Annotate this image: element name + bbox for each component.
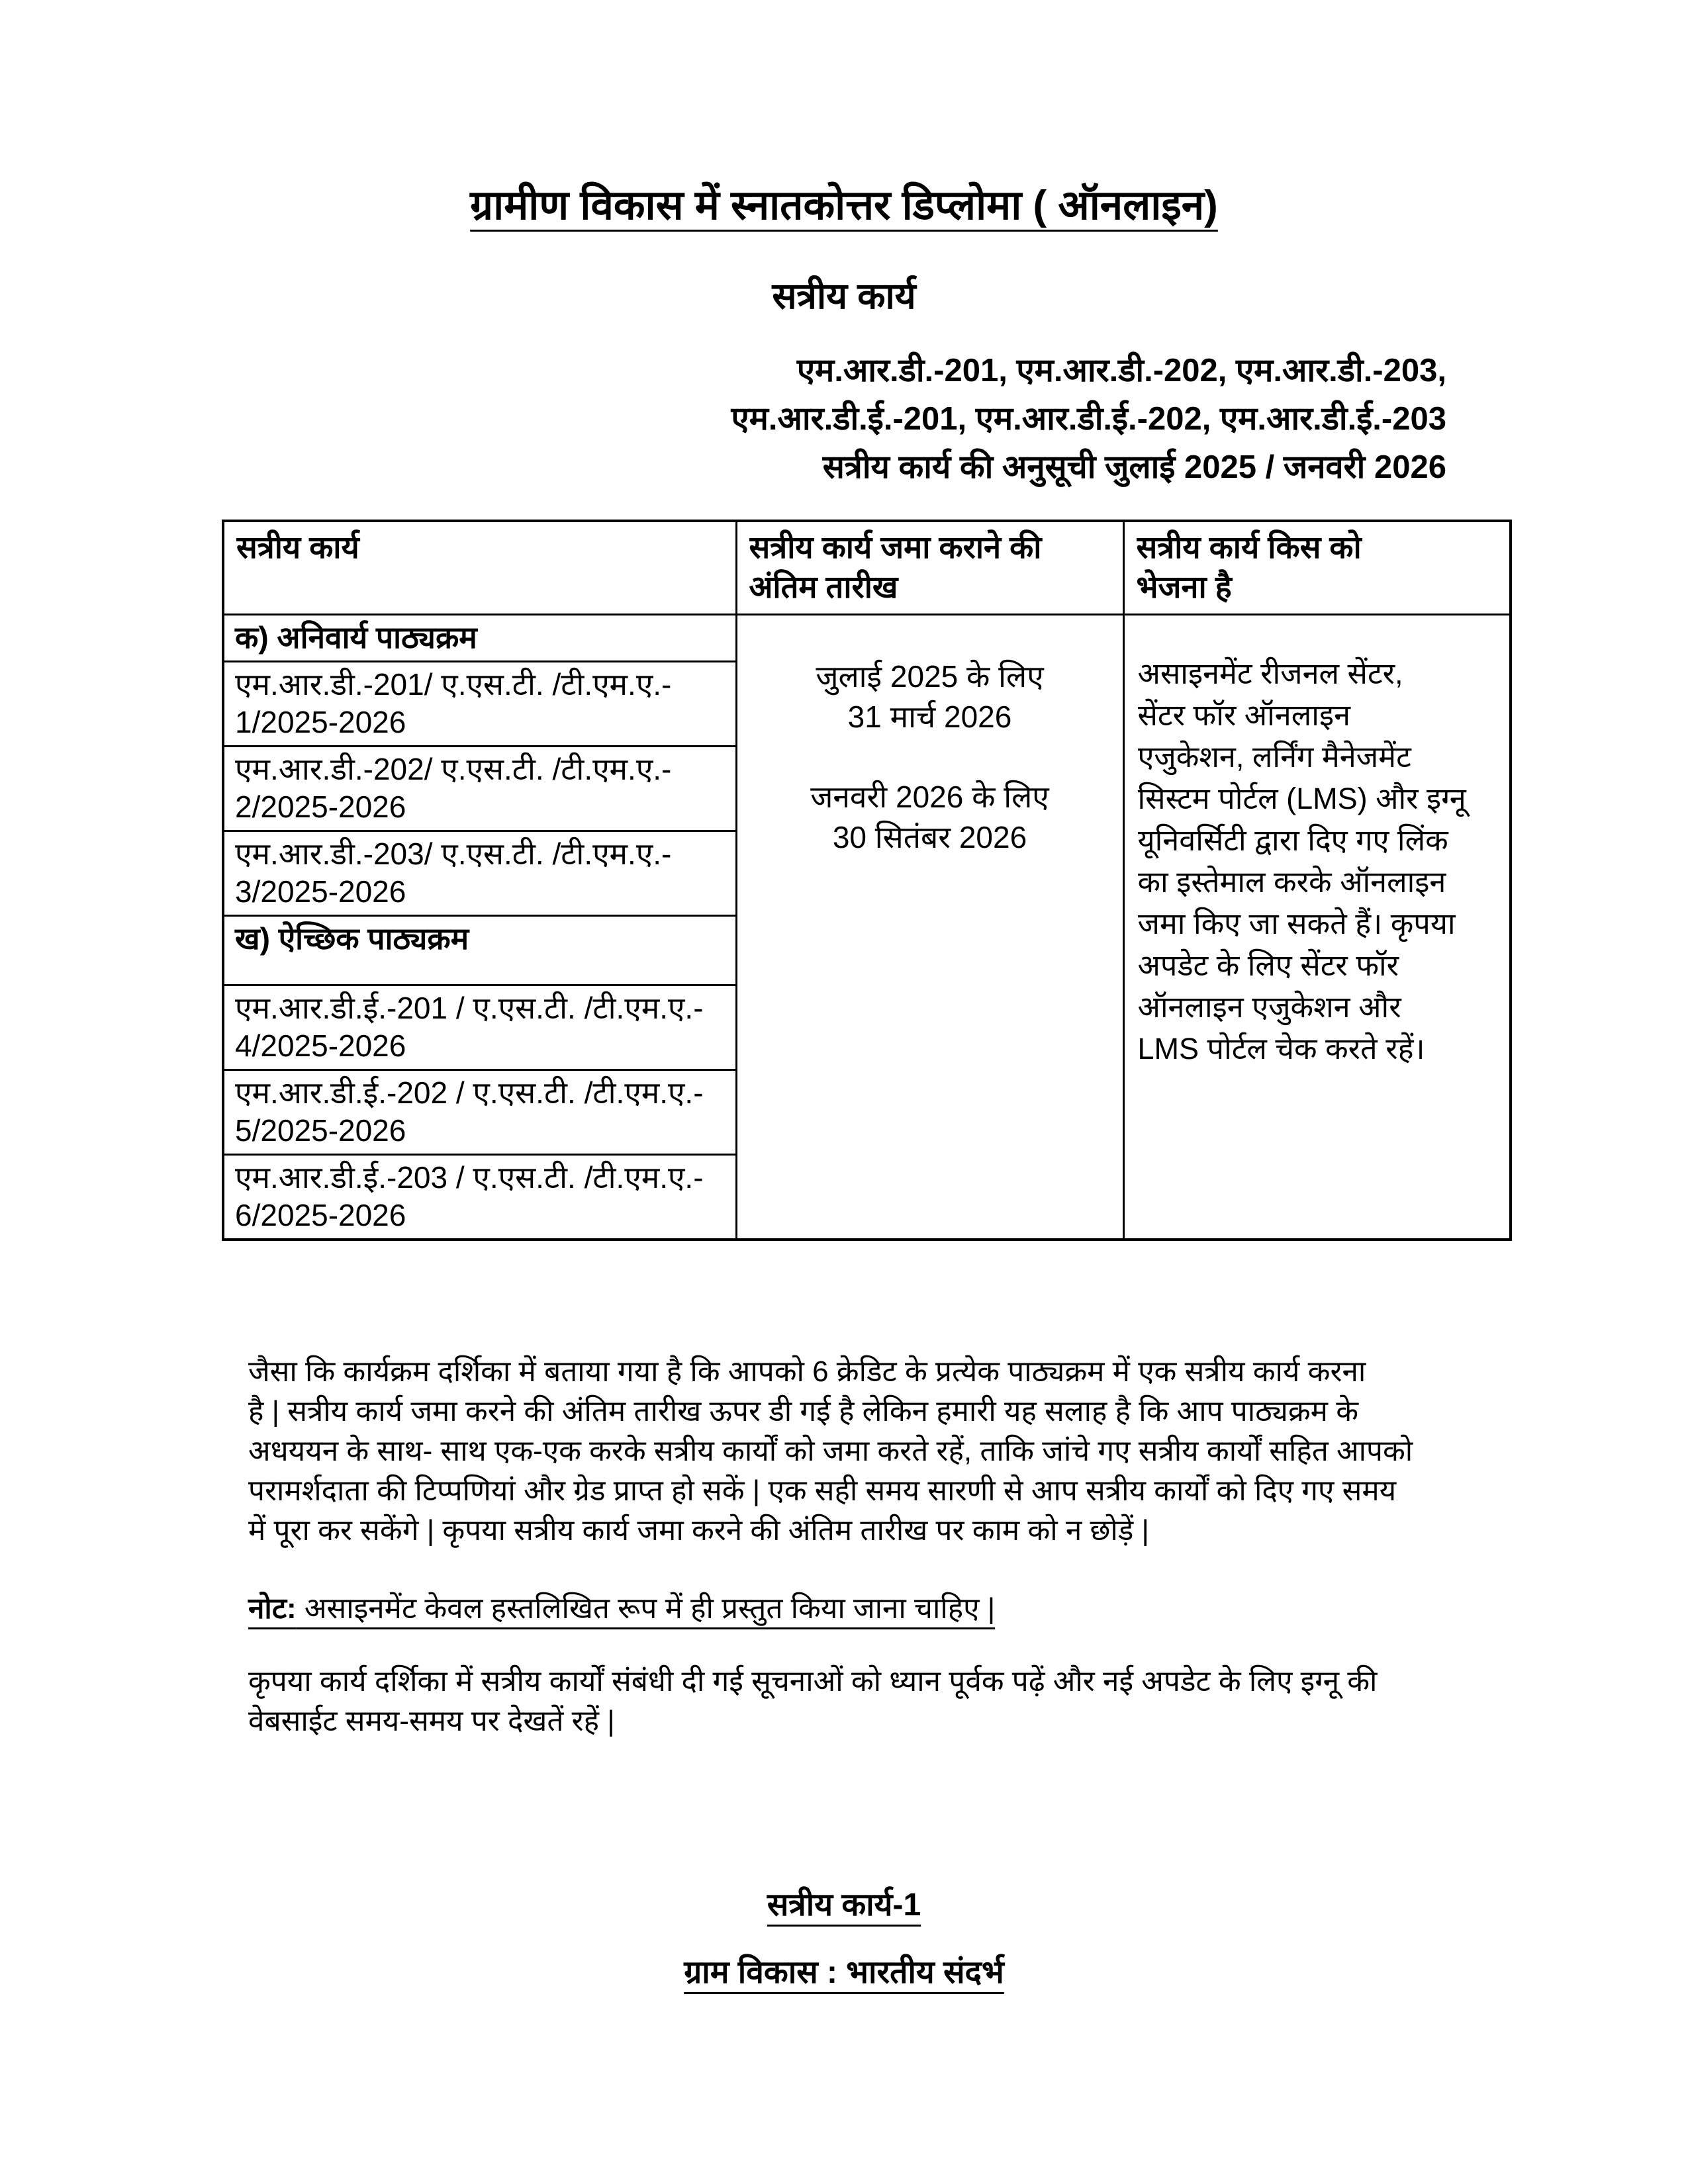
course-code-cell	[223, 747, 736, 831]
course-codes-block	[0, 347, 1688, 492]
deadline-cell	[736, 615, 1123, 1240]
column-header-assignment	[223, 521, 736, 615]
send-to-line: एजुकेशन, लर्निंग मैनेजमेंट	[1137, 740, 1411, 774]
note-label: नोट:	[248, 1592, 297, 1625]
header-text: अंतिम तारीख	[749, 569, 898, 604]
course-code-line: 2/2025-2026	[235, 790, 406, 824]
paragraph-line: अधययन के साथ- साथ एक-एक करके सत्रीय कार्यों को जमा करते रहें, ताकि जांचे गए सत्रीय कार्यों सहित आपको	[248, 1435, 1413, 1467]
course-code-line: 5/2025-2026	[235, 1113, 406, 1148]
schedule-session-line: सत्रीय कार्य की अनुसूची जुलाई 2025 / जनवरी 2026	[822, 449, 1446, 485]
column-header-send-to	[1123, 521, 1511, 615]
section-label-compulsory: क) अनिवार्य पाठ्यक्रम	[223, 615, 736, 662]
send-to-line: सेंटर फॉर ऑनलाइन	[1137, 698, 1351, 732]
page-title: ग्रामीण विकास में स्नातकोत्तर डिप्लोमा ( ऑनलाइन)	[470, 183, 1218, 228]
instructions-paragraph	[248, 1352, 1489, 1551]
course-code-line: एम.आर.डी.ई.-202 / ए.एस.टी. /टी.एम.ए.-	[235, 1075, 704, 1110]
note-text: असाइनमेंट केवल हस्तलिखित रूप में ही प्रस्तुत किया जाना चाहिए |	[296, 1592, 996, 1625]
deadline-july-session: जुलाई 2025 के लिए	[816, 659, 1044, 694]
website-check-paragraph	[248, 1662, 1489, 1741]
deadline-spacer	[747, 737, 1113, 777]
send-to-line: यूनिवर्सिटी द्वारा दिए गए लिंक	[1137, 823, 1448, 857]
course-code-line: 6/2025-2026	[235, 1198, 406, 1232]
send-to-line: जमा किए जा सकते हैं। कृपया	[1137, 907, 1456, 940]
course-code-line: एम.आर.डी.ई.-203 / ए.एस.टी. /टी.एम.ए.-	[235, 1160, 704, 1195]
course-code-cell	[223, 662, 736, 747]
send-to-line: सिस्टम पोर्टल (LMS) और इग्नू	[1137, 782, 1466, 815]
table-header-row	[223, 521, 1511, 615]
course-code-line: 1/2025-2026	[235, 705, 406, 739]
header-text: सत्रीय कार्य	[236, 529, 359, 565]
course-codes-line-1: एम.आर.डी.-201, एम.आर.डी.-202, एम.आर.डी.-203,	[796, 353, 1446, 388]
course-code-line: एम.आर.डी.ई.-201 / ए.एस.टी. /टी.एम.ए.-	[235, 991, 704, 1025]
course-code-line: 3/2025-2026	[235, 874, 406, 909]
send-to-line: LMS पोर्टल चेक करते रहें।	[1137, 1032, 1425, 1066]
course-code-cell	[223, 985, 736, 1070]
course-code-line: एम.आर.डी.-201/ ए.एस.टी. /टी.एम.ए.-	[235, 667, 672, 702]
course-code-line: एम.आर.डी.-202/ ए.एस.टी. /टी.एम.ए.-	[235, 752, 672, 786]
header-text: सत्रीय कार्य किस को	[1136, 529, 1362, 565]
send-to-cell	[1123, 615, 1511, 1240]
course-code-cell	[223, 831, 736, 916]
deadline-january-date: 30 सितंबर 2026	[832, 820, 1027, 854]
handwritten-note	[248, 1589, 1688, 1629]
course-code-cell	[223, 1070, 736, 1155]
send-to-line: अपडेट के लिए सेंटर फॉर	[1137, 948, 1399, 982]
assignment-schedule-table	[222, 520, 1512, 1241]
header-text: भेजना है	[1136, 569, 1232, 604]
send-to-line: का इस्तेमाल करके ऑनलाइन	[1137, 865, 1446, 899]
send-to-line: असाइनमेंट रीजनल सेंटर,	[1137, 657, 1403, 690]
paragraph-line: में पूरा कर सकेंगे | कृपया सत्रीय कार्य जमा करने की अंतिम तारीख पर काम को न छोड़ें |	[248, 1514, 1149, 1547]
header-text: सत्रीय कार्य जमा कराने की	[749, 529, 1042, 565]
section-row-compulsory	[223, 615, 1511, 662]
column-header-deadline	[736, 521, 1123, 615]
footer-heading-assignment-1: सत्रीय कार्य-1	[767, 1888, 921, 1923]
course-codes-line-2: एम.आर.डी.ई.-201, एम.आर.डी.ई.-202, एम.आर.डी.ई.-203	[731, 401, 1446, 437]
paragraph-line: है | सत्रीय कार्य जमा करने की अंतिम तारीख ऊपर डी गई है लेकिन हमारी यह सलाह है कि आप पाठ्यक्रम के	[248, 1395, 1358, 1428]
footer-heading-topic: ग्राम विकास : भारतीय संदर्भ	[684, 1955, 1004, 1990]
paragraph-line: जैसा कि कार्यक्रम दर्शिका में बताया गया है कि आपको 6 क्रेडिट के प्रत्येक पाठ्यक्रम में एक सत्रीय कार्य करना	[248, 1355, 1366, 1388]
section-label-elective: ख) ऐच्छिक पाठ्यक्रम	[223, 916, 736, 985]
course-code-line: एम.आर.डी.-203/ ए.एस.टी. /टी.एम.ए.-	[235, 837, 672, 871]
course-code-cell	[223, 1155, 736, 1240]
deadline-january-session: जनवरी 2026 के लिए	[810, 780, 1049, 814]
paragraph-line: कृपया कार्य दर्शिका में सत्रीय कार्यों संबंधी दी गई सूचनाओं को ध्यान पूर्वक पढ़ें और नई अपडेट के लिए इग्नू की	[248, 1665, 1378, 1698]
send-to-line: ऑनलाइन एजुकेशन और	[1137, 990, 1401, 1024]
title-row	[0, 0, 1688, 232]
page-subtitle: सत्रीय कार्य	[772, 275, 916, 316]
course-code-line: 4/2025-2026	[235, 1028, 406, 1063]
paragraph-line: वेबसाईट समय-समय पर देखतें रहें |	[248, 1705, 615, 1737]
paragraph-line: परामर्शदाता की टिप्पणियां और ग्रेड प्राप्त हो सकें | एक सही समय सारणी से आप सत्रीय कार्यों को दिए गए समय	[248, 1475, 1397, 1507]
deadline-july-date: 31 मार्च 2026	[847, 700, 1012, 734]
